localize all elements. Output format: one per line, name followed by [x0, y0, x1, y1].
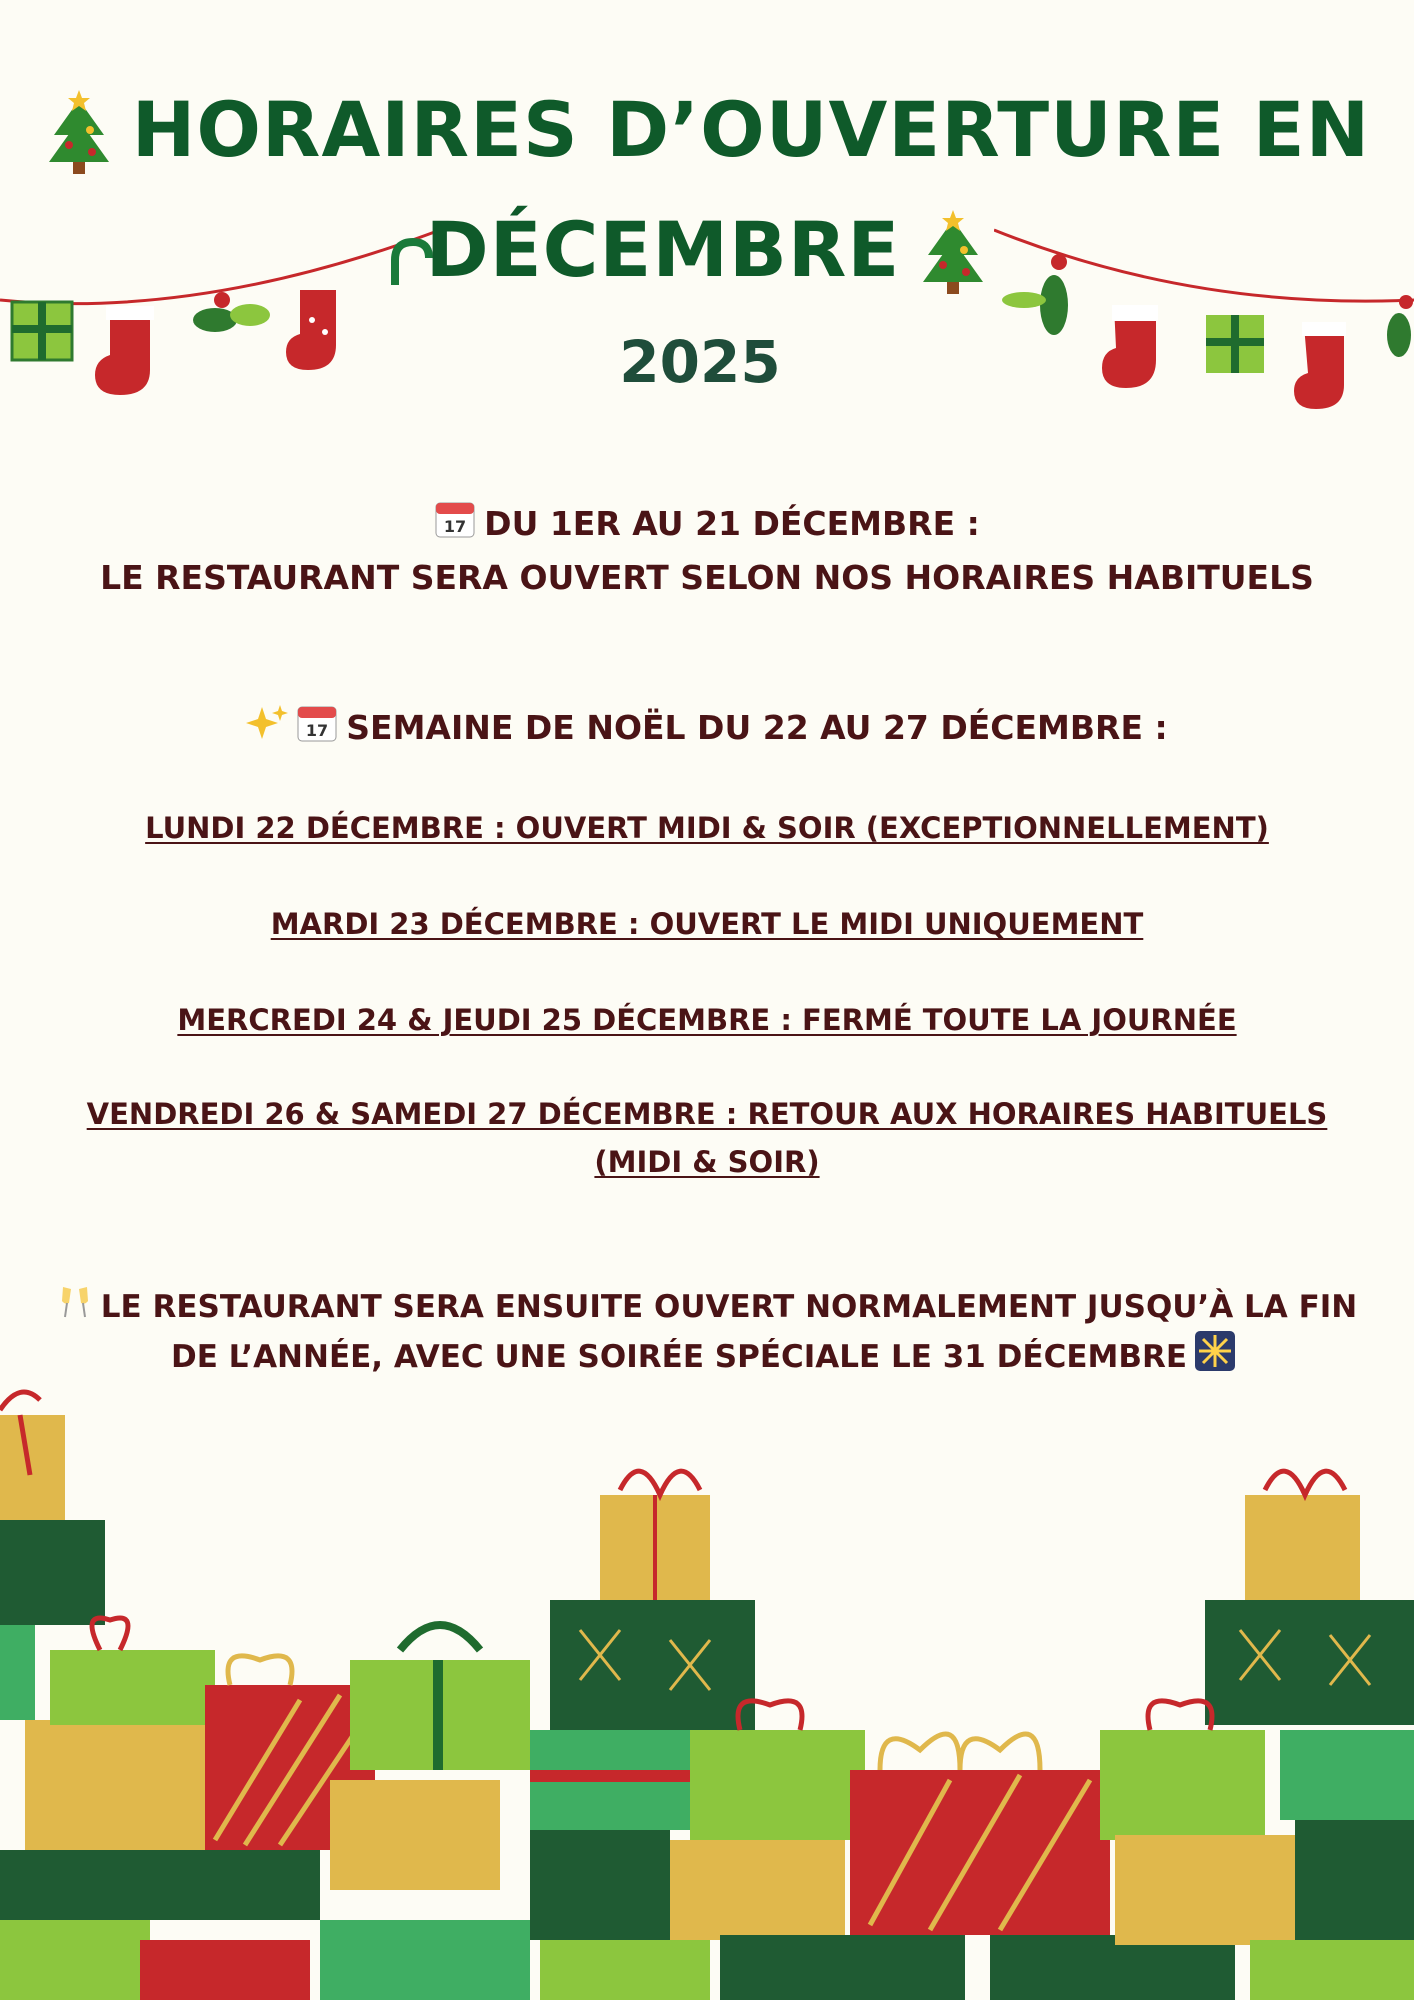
section3-line2-text: DE L’ANNÉE, AVEC UNE SOIRÉE SPÉCIALE LE 31 DÉCEMBRE	[170, 1339, 1188, 1375]
sparkles-icon	[246, 703, 288, 743]
gift-stack-illustration	[0, 1380, 1414, 2000]
section1-heading-text: DU 1ER AU 21 DÉCEMBRE :	[484, 504, 980, 543]
section3-line1-text: LE RESTAURANT SERA ENSUITE OUVERT NORMALEMENT JUSQU’À LA FIN	[100, 1289, 1358, 1325]
fireworks-icon	[1195, 1331, 1235, 1371]
champagne-icon	[57, 1281, 93, 1321]
section1-heading	[0, 497, 1414, 551]
schedule-item-tuesday: MARDI 23 DÉCEMBRE : OUVERT LE MIDI UNIQUEMENT	[270, 907, 1144, 941]
section3-line2	[0, 1330, 1414, 1384]
year: 2025	[619, 328, 781, 396]
title-line1: HORAIRES D’OUVERTURE EN	[131, 85, 1371, 174]
schedule-item-monday: LUNDI 22 DÉCEMBRE : OUVERT MIDI & SOIR (EXCEPTIONNELLEMENT)	[145, 811, 1269, 845]
title-line2: DÉCEMBRE	[425, 205, 901, 294]
schedule-item-fri-sat-note: (MIDI & SOIR)	[594, 1145, 820, 1179]
page-title-line2	[0, 200, 1414, 300]
section1-text: LE RESTAURANT SERA OUVERT SELON NOS HORAIRES HABITUELS	[100, 558, 1314, 597]
page-title	[0, 80, 1414, 180]
svg-text:17: 17	[306, 721, 329, 740]
calendar-icon	[296, 703, 338, 743]
tree-icon	[44, 90, 114, 180]
section3-line1	[0, 1280, 1414, 1334]
schedule-item-wed-thu: MERCREDI 24 & JEUDI 25 DÉCEMBRE : FERMÉ TOUTE LA JOURNÉE	[177, 1003, 1237, 1037]
tree-icon	[918, 210, 988, 300]
section2-heading-text: SEMAINE DE NOËL DU 22 AU 27 DÉCEMBRE :	[346, 708, 1168, 747]
calendar-icon	[434, 499, 476, 539]
svg-text:17: 17	[444, 517, 467, 536]
schedule-item-fri-sat: VENDREDI 26 & SAMEDI 27 DÉCEMBRE : RETOUR AUX HORAIRES HABITUELS	[86, 1097, 1328, 1131]
section2-heading	[0, 701, 1414, 755]
